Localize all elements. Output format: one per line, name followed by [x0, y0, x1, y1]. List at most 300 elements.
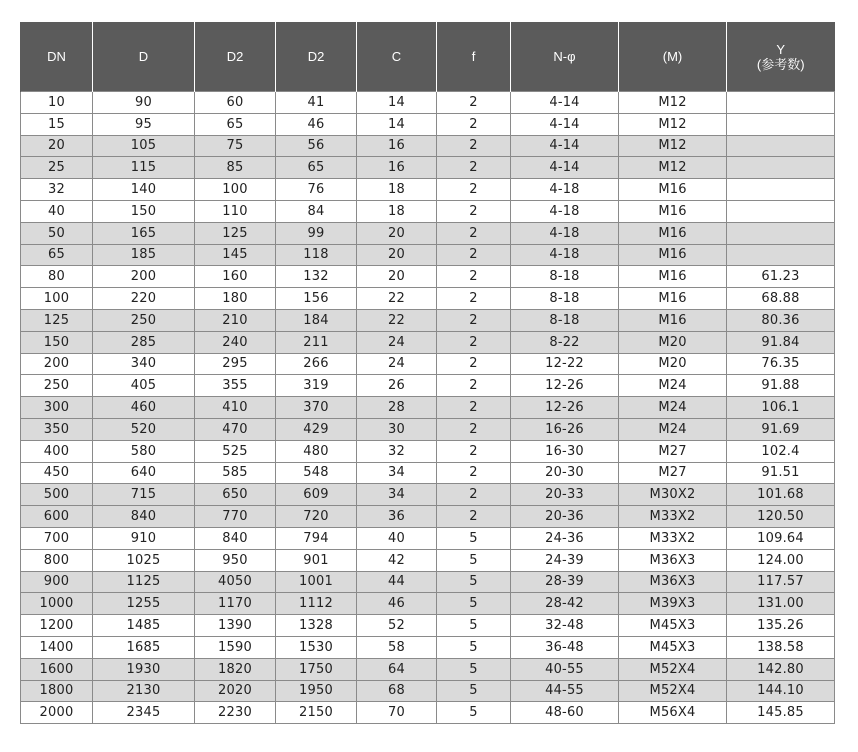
- table-row: [21, 702, 835, 724]
- cell-m: M12: [619, 113, 727, 135]
- cell-dn: 40: [21, 200, 93, 222]
- cell-c: 20: [357, 266, 437, 288]
- cell-y: 142.80: [727, 658, 835, 680]
- cell-m: M12: [619, 157, 727, 179]
- cell-m: M12: [619, 135, 727, 157]
- cell-n-phi: 8-18: [511, 266, 619, 288]
- cell-n-phi: 12-22: [511, 353, 619, 375]
- cell-d: 340: [93, 353, 195, 375]
- cell-d2-b: 118: [276, 244, 357, 266]
- cell-f: 2: [437, 179, 511, 201]
- cell-y: [727, 135, 835, 157]
- cell-c: 34: [357, 484, 437, 506]
- cell-d: 90: [93, 92, 195, 114]
- cell-m: M56X4: [619, 702, 727, 724]
- cell-n-phi: 28-42: [511, 593, 619, 615]
- cell-y: [727, 244, 835, 266]
- cell-d2-b: 65: [276, 157, 357, 179]
- cell-d: 1025: [93, 549, 195, 571]
- cell-c: 64: [357, 658, 437, 680]
- cell-dn: 1000: [21, 593, 93, 615]
- cell-d: 1125: [93, 571, 195, 593]
- cell-f: 2: [437, 375, 511, 397]
- cell-c: 42: [357, 549, 437, 571]
- cell-n-phi: 12-26: [511, 397, 619, 419]
- cell-y: [727, 200, 835, 222]
- cell-n-phi: 4-14: [511, 135, 619, 157]
- cell-y: 91.88: [727, 375, 835, 397]
- cell-y: 68.88: [727, 288, 835, 310]
- cell-c: 22: [357, 288, 437, 310]
- cell-d2-a: 160: [195, 266, 276, 288]
- cell-d2-a: 145: [195, 244, 276, 266]
- cell-d: 405: [93, 375, 195, 397]
- cell-y: 131.00: [727, 593, 835, 615]
- cell-f: 2: [437, 222, 511, 244]
- cell-d: 840: [93, 506, 195, 528]
- cell-d2-b: 99: [276, 222, 357, 244]
- cell-y: 76.35: [727, 353, 835, 375]
- cell-c: 46: [357, 593, 437, 615]
- cell-d2-b: 480: [276, 440, 357, 462]
- cell-y: 91.51: [727, 462, 835, 484]
- cell-y: [727, 222, 835, 244]
- cell-m: M16: [619, 222, 727, 244]
- cell-c: 26: [357, 375, 437, 397]
- header-cell-d2-a: D2: [195, 22, 276, 92]
- cell-f: 5: [437, 593, 511, 615]
- cell-c: 24: [357, 353, 437, 375]
- table-row: [21, 527, 835, 549]
- cell-m: M16: [619, 288, 727, 310]
- cell-f: 5: [437, 658, 511, 680]
- cell-dn: 10: [21, 92, 93, 114]
- table-row: [21, 353, 835, 375]
- table-row: [21, 92, 835, 114]
- cell-f: 2: [437, 288, 511, 310]
- flange-dimension-table-container: [20, 22, 834, 724]
- cell-dn: 150: [21, 331, 93, 353]
- cell-n-phi: 4-18: [511, 244, 619, 266]
- cell-c: 24: [357, 331, 437, 353]
- cell-c: 32: [357, 440, 437, 462]
- cell-d2-a: 1390: [195, 615, 276, 637]
- cell-c: 14: [357, 113, 437, 135]
- table-row: [21, 331, 835, 353]
- cell-y: 91.69: [727, 418, 835, 440]
- cell-d2-a: 840: [195, 527, 276, 549]
- cell-n-phi: 36-48: [511, 636, 619, 658]
- cell-d2-a: 240: [195, 331, 276, 353]
- cell-d2-b: 211: [276, 331, 357, 353]
- cell-m: M45X3: [619, 636, 727, 658]
- cell-m: M16: [619, 200, 727, 222]
- cell-d2-b: 1950: [276, 680, 357, 702]
- table-row: [21, 615, 835, 637]
- cell-n-phi: 4-14: [511, 113, 619, 135]
- cell-d: 185: [93, 244, 195, 266]
- cell-d: 640: [93, 462, 195, 484]
- cell-f: 5: [437, 615, 511, 637]
- cell-d: 220: [93, 288, 195, 310]
- cell-dn: 32: [21, 179, 93, 201]
- header-cell-f: f: [437, 22, 511, 92]
- table-row: [21, 266, 835, 288]
- cell-dn: 20: [21, 135, 93, 157]
- cell-dn: 25: [21, 157, 93, 179]
- cell-d: 2345: [93, 702, 195, 724]
- cell-d2-a: 525: [195, 440, 276, 462]
- cell-f: 2: [437, 266, 511, 288]
- table-row: [21, 288, 835, 310]
- table-row: [21, 680, 835, 702]
- cell-m: M30X2: [619, 484, 727, 506]
- cell-d: 2130: [93, 680, 195, 702]
- cell-d: 1485: [93, 615, 195, 637]
- cell-d2-a: 355: [195, 375, 276, 397]
- cell-m: M16: [619, 309, 727, 331]
- cell-m: M36X3: [619, 571, 727, 593]
- cell-y: 124.00: [727, 549, 835, 571]
- cell-d2-b: 1112: [276, 593, 357, 615]
- cell-n-phi: 12-26: [511, 375, 619, 397]
- cell-n-phi: 24-39: [511, 549, 619, 571]
- cell-y: 91.84: [727, 331, 835, 353]
- cell-d: 715: [93, 484, 195, 506]
- cell-dn: 80: [21, 266, 93, 288]
- cell-c: 52: [357, 615, 437, 637]
- cell-dn: 350: [21, 418, 93, 440]
- table-row: [21, 244, 835, 266]
- cell-d: 1255: [93, 593, 195, 615]
- cell-d2-a: 60: [195, 92, 276, 114]
- cell-f: 5: [437, 636, 511, 658]
- cell-f: 5: [437, 680, 511, 702]
- cell-d2-b: 1530: [276, 636, 357, 658]
- cell-y: 145.85: [727, 702, 835, 724]
- header-cell-c: C: [357, 22, 437, 92]
- cell-d: 95: [93, 113, 195, 135]
- cell-d: 285: [93, 331, 195, 353]
- cell-c: 18: [357, 179, 437, 201]
- cell-d2-a: 950: [195, 549, 276, 571]
- cell-d2-a: 180: [195, 288, 276, 310]
- cell-d2-a: 65: [195, 113, 276, 135]
- cell-m: M36X3: [619, 549, 727, 571]
- table-row: [21, 636, 835, 658]
- cell-n-phi: 24-36: [511, 527, 619, 549]
- cell-m: M16: [619, 244, 727, 266]
- cell-d2-a: 125: [195, 222, 276, 244]
- cell-d: 140: [93, 179, 195, 201]
- cell-dn: 200: [21, 353, 93, 375]
- cell-n-phi: 20-33: [511, 484, 619, 506]
- cell-f: 2: [437, 506, 511, 528]
- header-cell-d: D: [93, 22, 195, 92]
- cell-d: 1930: [93, 658, 195, 680]
- cell-d2-b: 56: [276, 135, 357, 157]
- cell-n-phi: 48-60: [511, 702, 619, 724]
- cell-n-phi: 8-22: [511, 331, 619, 353]
- cell-n-phi: 32-48: [511, 615, 619, 637]
- cell-d: 105: [93, 135, 195, 157]
- cell-d2-a: 210: [195, 309, 276, 331]
- cell-m: M16: [619, 179, 727, 201]
- cell-d2-a: 110: [195, 200, 276, 222]
- cell-n-phi: 8-18: [511, 288, 619, 310]
- cell-dn: 100: [21, 288, 93, 310]
- cell-d2-a: 1820: [195, 658, 276, 680]
- cell-n-phi: 20-30: [511, 462, 619, 484]
- cell-d2-b: 46: [276, 113, 357, 135]
- table-row: [21, 418, 835, 440]
- cell-d2-b: 76: [276, 179, 357, 201]
- header-row: [21, 22, 835, 92]
- cell-d2-b: 266: [276, 353, 357, 375]
- table-row: [21, 484, 835, 506]
- cell-d2-b: 429: [276, 418, 357, 440]
- cell-c: 70: [357, 702, 437, 724]
- cell-c: 58: [357, 636, 437, 658]
- cell-dn: 125: [21, 309, 93, 331]
- cell-f: 2: [437, 353, 511, 375]
- table-row: [21, 113, 835, 135]
- cell-dn: 1200: [21, 615, 93, 637]
- cell-f: 2: [437, 200, 511, 222]
- cell-d2-b: 156: [276, 288, 357, 310]
- cell-f: 2: [437, 418, 511, 440]
- cell-y: [727, 179, 835, 201]
- cell-d2-b: 1750: [276, 658, 357, 680]
- cell-f: 2: [437, 92, 511, 114]
- cell-c: 34: [357, 462, 437, 484]
- cell-y: 102.4: [727, 440, 835, 462]
- cell-n-phi: 16-30: [511, 440, 619, 462]
- cell-d2-a: 2230: [195, 702, 276, 724]
- cell-n-phi: 40-55: [511, 658, 619, 680]
- cell-dn: 500: [21, 484, 93, 506]
- table-row: [21, 309, 835, 331]
- cell-d: 910: [93, 527, 195, 549]
- table-row: [21, 397, 835, 419]
- cell-m: M45X3: [619, 615, 727, 637]
- cell-c: 36: [357, 506, 437, 528]
- cell-m: M20: [619, 331, 727, 353]
- cell-d2-a: 770: [195, 506, 276, 528]
- cell-d2-a: 2020: [195, 680, 276, 702]
- table-row: [21, 658, 835, 680]
- cell-c: 14: [357, 92, 437, 114]
- table-row: [21, 135, 835, 157]
- cell-d: 580: [93, 440, 195, 462]
- cell-y: 117.57: [727, 571, 835, 593]
- cell-m: M52X4: [619, 680, 727, 702]
- cell-c: 30: [357, 418, 437, 440]
- cell-d: 115: [93, 157, 195, 179]
- table-row: [21, 157, 835, 179]
- cell-d2-a: 85: [195, 157, 276, 179]
- cell-f: 5: [437, 549, 511, 571]
- cell-c: 20: [357, 244, 437, 266]
- cell-dn: 300: [21, 397, 93, 419]
- cell-c: 20: [357, 222, 437, 244]
- cell-f: 5: [437, 571, 511, 593]
- cell-d: 150: [93, 200, 195, 222]
- cell-f: 5: [437, 702, 511, 724]
- cell-d2-b: 548: [276, 462, 357, 484]
- cell-y: 109.64: [727, 527, 835, 549]
- cell-y: 120.50: [727, 506, 835, 528]
- cell-f: 2: [437, 397, 511, 419]
- cell-d2-a: 650: [195, 484, 276, 506]
- cell-dn: 1400: [21, 636, 93, 658]
- cell-d2-a: 410: [195, 397, 276, 419]
- cell-f: 2: [437, 113, 511, 135]
- cell-y: 138.58: [727, 636, 835, 658]
- cell-c: 40: [357, 527, 437, 549]
- table-row: [21, 200, 835, 222]
- cell-c: 28: [357, 397, 437, 419]
- header-cell-dn: DN: [21, 22, 93, 92]
- cell-m: M33X2: [619, 527, 727, 549]
- cell-n-phi: 8-18: [511, 309, 619, 331]
- cell-y: [727, 157, 835, 179]
- cell-f: 2: [437, 440, 511, 462]
- flange-dimension-table: [20, 22, 835, 724]
- cell-dn: 250: [21, 375, 93, 397]
- table-row: [21, 593, 835, 615]
- cell-y: [727, 92, 835, 114]
- cell-dn: 1600: [21, 658, 93, 680]
- cell-dn: 800: [21, 549, 93, 571]
- table-row: [21, 440, 835, 462]
- cell-d2-b: 1001: [276, 571, 357, 593]
- cell-m: M27: [619, 440, 727, 462]
- cell-n-phi: 4-14: [511, 157, 619, 179]
- cell-m: M39X3: [619, 593, 727, 615]
- cell-n-phi: 4-18: [511, 179, 619, 201]
- cell-d2-a: 100: [195, 179, 276, 201]
- cell-dn: 65: [21, 244, 93, 266]
- cell-c: 16: [357, 157, 437, 179]
- cell-d2-a: 470: [195, 418, 276, 440]
- table-row: [21, 222, 835, 244]
- cell-d2-b: 184: [276, 309, 357, 331]
- cell-d: 250: [93, 309, 195, 331]
- cell-dn: 1800: [21, 680, 93, 702]
- cell-y: 61.23: [727, 266, 835, 288]
- cell-m: M16: [619, 266, 727, 288]
- cell-m: M20: [619, 353, 727, 375]
- cell-d2-b: 319: [276, 375, 357, 397]
- cell-d2-a: 1170: [195, 593, 276, 615]
- cell-n-phi: 16-26: [511, 418, 619, 440]
- cell-n-phi: 4-18: [511, 222, 619, 244]
- cell-d: 165: [93, 222, 195, 244]
- header-cell-y: Y (参考数): [727, 22, 835, 92]
- table-row: [21, 375, 835, 397]
- cell-dn: 400: [21, 440, 93, 462]
- cell-dn: 15: [21, 113, 93, 135]
- cell-d2-b: 41: [276, 92, 357, 114]
- cell-c: 44: [357, 571, 437, 593]
- cell-d: 1685: [93, 636, 195, 658]
- cell-d: 520: [93, 418, 195, 440]
- cell-y: [727, 113, 835, 135]
- cell-y: 106.1: [727, 397, 835, 419]
- cell-y: 101.68: [727, 484, 835, 506]
- cell-d: 200: [93, 266, 195, 288]
- cell-dn: 2000: [21, 702, 93, 724]
- cell-c: 16: [357, 135, 437, 157]
- cell-c: 18: [357, 200, 437, 222]
- cell-y: 80.36: [727, 309, 835, 331]
- cell-n-phi: 4-18: [511, 200, 619, 222]
- cell-d2-a: 75: [195, 135, 276, 157]
- cell-dn: 700: [21, 527, 93, 549]
- cell-f: 2: [437, 484, 511, 506]
- table-row: [21, 549, 835, 571]
- cell-n-phi: 44-55: [511, 680, 619, 702]
- cell-d2-b: 609: [276, 484, 357, 506]
- cell-d2-b: 720: [276, 506, 357, 528]
- cell-d2-a: 295: [195, 353, 276, 375]
- header-cell-n-phi: N-φ: [511, 22, 619, 92]
- cell-f: 2: [437, 157, 511, 179]
- cell-f: 2: [437, 462, 511, 484]
- cell-m: M12: [619, 92, 727, 114]
- cell-d2-b: 901: [276, 549, 357, 571]
- table-row: [21, 571, 835, 593]
- cell-d2-a: 4050: [195, 571, 276, 593]
- cell-f: 2: [437, 331, 511, 353]
- cell-dn: 900: [21, 571, 93, 593]
- header-cell-d2-b: D2: [276, 22, 357, 92]
- cell-y: 135.26: [727, 615, 835, 637]
- cell-dn: 450: [21, 462, 93, 484]
- cell-f: 2: [437, 135, 511, 157]
- table-row: [21, 506, 835, 528]
- cell-c: 22: [357, 309, 437, 331]
- cell-d2-b: 84: [276, 200, 357, 222]
- cell-d2-b: 794: [276, 527, 357, 549]
- cell-m: M33X2: [619, 506, 727, 528]
- cell-d2-b: 1328: [276, 615, 357, 637]
- cell-f: 2: [437, 244, 511, 266]
- cell-f: 5: [437, 527, 511, 549]
- cell-d: 460: [93, 397, 195, 419]
- cell-n-phi: 28-39: [511, 571, 619, 593]
- cell-d2-b: 370: [276, 397, 357, 419]
- table-body: [21, 92, 835, 724]
- cell-n-phi: 20-36: [511, 506, 619, 528]
- header-cell-m: (M): [619, 22, 727, 92]
- cell-f: 2: [437, 309, 511, 331]
- table-row: [21, 179, 835, 201]
- cell-d2-a: 1590: [195, 636, 276, 658]
- cell-d2-b: 132: [276, 266, 357, 288]
- cell-y: 144.10: [727, 680, 835, 702]
- cell-dn: 600: [21, 506, 93, 528]
- cell-d2-b: 2150: [276, 702, 357, 724]
- cell-c: 68: [357, 680, 437, 702]
- cell-n-phi: 4-14: [511, 92, 619, 114]
- cell-m: M52X4: [619, 658, 727, 680]
- cell-d2-a: 585: [195, 462, 276, 484]
- cell-m: M24: [619, 397, 727, 419]
- cell-m: M24: [619, 418, 727, 440]
- table-row: [21, 462, 835, 484]
